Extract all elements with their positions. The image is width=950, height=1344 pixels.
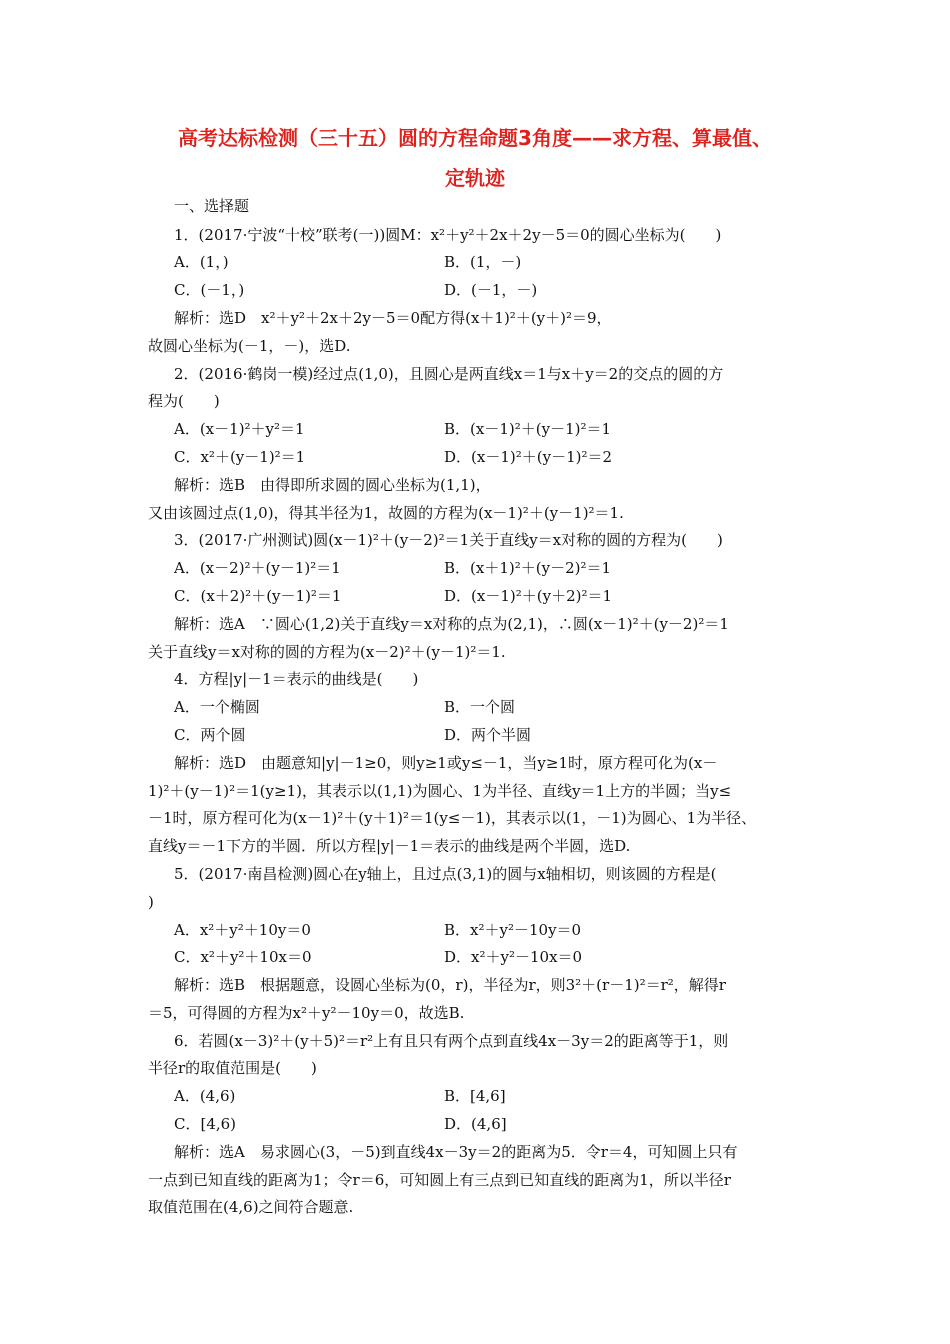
q2-stem-1: 2．(2016·鹤岗一模)经过点(1,0)，且圆心是两直线x＝1与x＋y＝2的交点的圆的方 <box>174 365 724 383</box>
q5-solution-1: 解析：选B 根据题意，设圆心坐标为(0，r)，半径为r，则3²＋(r－1)²＝r²，解得r <box>174 976 726 994</box>
q6-option-c: C．[4,6) <box>174 1115 237 1133</box>
q6-option-a: A．(4,6) <box>174 1087 236 1105</box>
q4-solution-3: －1时，原方程可化为(x－1)²＋(y＋1)²＝1(y≤－1)，其表示以(1，－1)为圆心、1为半径、 <box>148 809 757 827</box>
q2-solution-1: 解析：选B 由得即所求圆的圆心坐标为(1,1)， <box>174 476 491 494</box>
q4-option-c: C．两个圆 <box>174 726 246 744</box>
q6-solution-1: 解析：选A 易求圆心(3，－5)到直线4x－3y＝2的距离为5．令r＝4，可知圆上只有 <box>174 1143 738 1161</box>
q5-option-d: D．x²＋y²－10x＝0 <box>444 948 583 966</box>
q2-option-d: D．(x－1)²＋(y－1)²＝2 <box>444 448 613 466</box>
q2-solution-2: 又由该圆过点(1,0)，得其半径为1，故圆的方程为(x－1)²＋(y－1)²＝1. <box>148 504 624 522</box>
title-line-2: 定轨迹 <box>445 166 505 190</box>
q1-option-a: A．(1，) <box>174 253 229 271</box>
q2-option-b: B．(x－1)²＋(y－1)²＝1 <box>444 420 612 438</box>
q5-option-c: C．x²＋y²＋10x＝0 <box>174 948 312 966</box>
q1-solution-1: 解析：选D x²＋y²＋2x＋2y－5＝0配方得(x＋1)²＋(y＋)²＝9， <box>174 309 612 327</box>
q6-stem-1: 6．若圆(x－3)²＋(y＋5)²＝r²上有且只有两个点到直线4x－3y＝2的距离等于1，则 <box>174 1032 729 1050</box>
q5-stem-2: ) <box>148 893 154 911</box>
q3-stem-1: 3．(2017·广州测试)圆(x－1)²＋(y－2)²＝1关于直线y＝x对称的圆的方程为( ) <box>174 531 723 549</box>
q2-stem-2: 程为( ) <box>148 392 220 410</box>
q6-stem-2: 半径r的取值范围是( ) <box>148 1059 317 1077</box>
q4-option-b: B．一个圆 <box>444 698 516 716</box>
q3-option-b: B．(x＋1)²＋(y－2)²＝1 <box>444 559 612 577</box>
q3-option-d: D．(x－1)²＋(y＋2)²＝1 <box>444 587 613 605</box>
q4-stem-1: 4．方程|y|－1＝表示的曲线是( ) <box>174 670 419 688</box>
q4-solution-4: 直线y＝－1下方的半圆．所以方程|y|－1＝表示的曲线是两个半圆，选D. <box>148 837 631 855</box>
title-line-1: 高考达标检测（三十五）圆的方程命题3角度——求方程、算最值、 <box>178 126 772 150</box>
q6-option-d: D．(4,6] <box>444 1115 507 1133</box>
q5-option-a: A．x²＋y²＋10y＝0 <box>174 921 311 939</box>
q2-option-a: A．(x－1)²＋y²＝1 <box>174 420 305 438</box>
q4-option-a: A．一个椭圆 <box>174 698 260 716</box>
q1-solution-2: 故圆心坐标为(－1，－)，选D. <box>148 337 351 355</box>
q3-solution-1: 解析：选A ∵圆心(1,2)关于直线y＝x对称的点为(2,1)，∴圆(x－1)²＋(y－2)²＝1 <box>174 615 729 633</box>
q3-solution-2: 关于直线y＝x对称的圆的方程为(x－2)²＋(y－1)²＝1. <box>148 643 506 661</box>
q5-option-b: B．x²＋y²－10y＝0 <box>444 921 582 939</box>
q4-solution-1: 解析：选D 由题意知|y|－1≥0，则y≥1或y≤－1，当y≥1时，原方程可化为(x－ <box>174 754 718 772</box>
q1-option-c: C．(－1，) <box>174 281 245 299</box>
q6-solution-2: 一点到已知直线的距离为1；令r＝6，可知圆上有三点到已知直线的距离为1，所以半径r <box>148 1171 731 1189</box>
q6-solution-3: 取值范围在(4,6)之间符合题意. <box>148 1198 354 1216</box>
q5-solution-2: ＝5，可得圆的方程为x²＋y²－10y＝0，故选B. <box>148 1004 465 1022</box>
document-title <box>120 118 830 198</box>
q5-stem-1: 5．(2017·南昌检测)圆心在y轴上，且过点(3,1)的圆与x轴相切，则该圆的方程是( <box>174 865 717 883</box>
q1-option-b: B．(1，－) <box>444 253 522 271</box>
q1-stem-1: 1．(2017·宁波“十校”联考(一))圆M：x²＋y²＋2x＋2y－5＝0的圆心坐标为( ) <box>174 226 722 244</box>
q1-option-d: D．(－1，－) <box>444 281 538 299</box>
q2-option-c: C．x²＋(y－1)²＝1 <box>174 448 306 466</box>
q4-solution-2: 1)²＋(y－1)²＝1(y≥1)，其表示以(1,1)为圆心、1为半径、直线y＝1上方的半圆；当y≤ <box>148 782 732 800</box>
q6-option-b: B．[4,6] <box>444 1087 506 1105</box>
section-heading: 一、选择题 <box>174 197 250 215</box>
q4-option-d: D．两个半圆 <box>444 726 532 744</box>
q3-option-a: A．(x－2)²＋(y－1)²＝1 <box>174 559 341 577</box>
q3-option-c: C．(x＋2)²＋(y－1)²＝1 <box>174 587 342 605</box>
